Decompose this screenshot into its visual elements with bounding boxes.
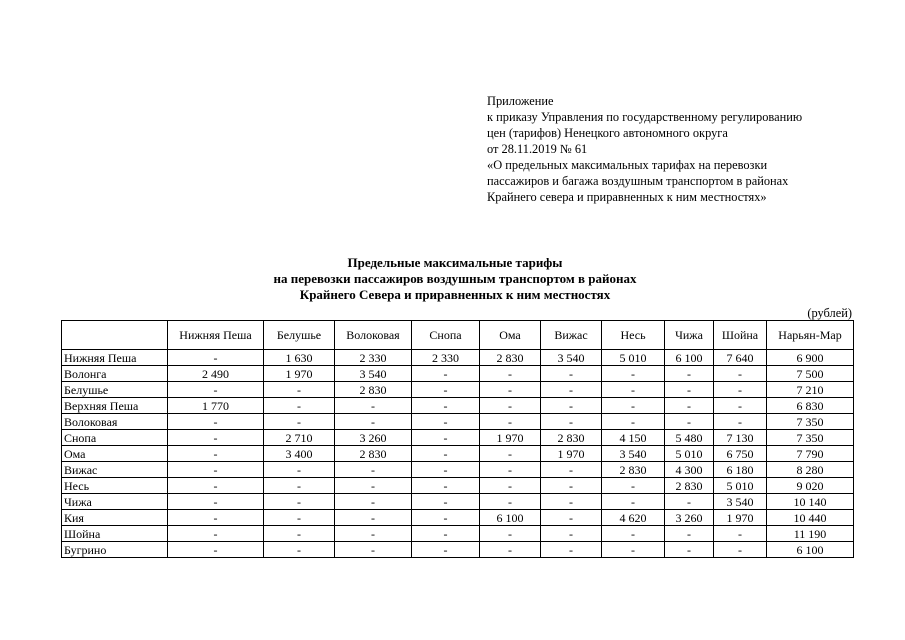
tariff-cell: -	[168, 414, 264, 430]
tariff-cell: -	[480, 366, 541, 382]
tariff-cell: 2 830	[541, 430, 602, 446]
tariff-table	[61, 320, 854, 558]
column-header: Шойна	[714, 321, 767, 350]
unit-label: (рублей)	[807, 306, 852, 320]
tariff-cell: -	[412, 446, 480, 462]
tariff-cell: -	[264, 414, 335, 430]
tariff-cell: 5 010	[602, 350, 665, 366]
tariff-cell: -	[168, 446, 264, 462]
tariff-cell: -	[714, 398, 767, 414]
tariff-cell: -	[541, 510, 602, 526]
tariff-cell: -	[412, 542, 480, 558]
tariff-cell: -	[412, 494, 480, 510]
tariff-cell: 2 830	[602, 462, 665, 478]
tariff-cell: -	[541, 382, 602, 398]
row-origin-cell: Снопа	[62, 430, 168, 446]
tariff-cell: -	[412, 462, 480, 478]
title-line: Предельные максимальные тарифы	[347, 255, 563, 270]
tariff-cell: -	[335, 414, 412, 430]
title-line: Крайнего Севера и приравненных к ним местностях	[299, 287, 611, 303]
tariff-cell: -	[714, 366, 767, 382]
tariff-cell: -	[602, 478, 665, 494]
table-row	[62, 414, 854, 430]
tariff-cell: 2 830	[335, 382, 412, 398]
tariff-cell: -	[665, 414, 714, 430]
row-origin-cell: Чижа	[62, 494, 168, 510]
tariff-cell: -	[665, 542, 714, 558]
appendix-line: «О предельных максимальных тарифах на перевозки	[487, 158, 768, 172]
tariff-cell: -	[714, 526, 767, 542]
tariff-cell: -	[602, 382, 665, 398]
tariff-cell: 4 620	[602, 510, 665, 526]
tariff-cell: 9 020	[767, 478, 854, 494]
row-origin-cell: Бугрино	[62, 542, 168, 558]
tariff-cell: -	[480, 526, 541, 542]
column-header: Ома	[480, 321, 541, 350]
tariff-cell: -	[665, 494, 714, 510]
tariff-cell: -	[480, 446, 541, 462]
tariff-cell: -	[168, 350, 264, 366]
tariff-cell: -	[480, 414, 541, 430]
tariff-cell: -	[541, 366, 602, 382]
tariff-cell: -	[541, 542, 602, 558]
table-row	[62, 494, 854, 510]
tariff-cell: 6 100	[665, 350, 714, 366]
tariff-cell: 3 540	[335, 366, 412, 382]
tariff-cell: -	[480, 478, 541, 494]
tariff-cell: -	[168, 494, 264, 510]
table-row	[62, 446, 854, 462]
table-row	[62, 526, 854, 542]
tariff-cell: -	[412, 366, 480, 382]
tariff-cell: -	[264, 382, 335, 398]
column-header: Нарьян-Мар	[767, 321, 854, 350]
tariff-cell: -	[665, 398, 714, 414]
tariff-cell: -	[168, 462, 264, 478]
tariff-cell: -	[665, 382, 714, 398]
tariff-cell: 6 750	[714, 446, 767, 462]
tariff-cell: 2 830	[335, 446, 412, 462]
column-header: Волоковая	[335, 321, 412, 350]
tariff-cell: 7 210	[767, 382, 854, 398]
appendix-line: Крайнего севера и приравненных к ним местностях»	[487, 190, 767, 204]
tariff-cell: 7 500	[767, 366, 854, 382]
tariff-cell: 3 540	[602, 446, 665, 462]
appendix-line: Приложение	[487, 94, 554, 108]
tariff-cell: -	[541, 494, 602, 510]
tariff-cell: 3 400	[264, 446, 335, 462]
row-origin-cell: Кия	[62, 510, 168, 526]
tariff-cell: 11 190	[767, 526, 854, 542]
tariff-cell: -	[168, 382, 264, 398]
tariff-cell: -	[412, 430, 480, 446]
row-origin-cell: Нижняя Пеша	[62, 350, 168, 366]
tariff-cell: 10 140	[767, 494, 854, 510]
tariff-cell: 3 540	[541, 350, 602, 366]
tariff-cell: -	[602, 494, 665, 510]
tariff-cell: -	[335, 478, 412, 494]
tariff-cell: 2 490	[168, 366, 264, 382]
tariff-cell: 5 480	[665, 430, 714, 446]
column-header: Снопа	[412, 321, 480, 350]
tariff-cell: -	[168, 542, 264, 558]
tariff-cell: -	[335, 398, 412, 414]
column-header: Вижас	[541, 321, 602, 350]
tariff-cell: -	[412, 510, 480, 526]
tariff-cell: 2 710	[264, 430, 335, 446]
tariff-cell: 3 540	[714, 494, 767, 510]
table-row	[62, 430, 854, 446]
tariff-cell: -	[665, 366, 714, 382]
tariff-cell: -	[602, 398, 665, 414]
tariff-cell: -	[541, 478, 602, 494]
appendix-line: цен (тарифов) Ненецкого автономного округа	[487, 126, 728, 140]
tariff-cell: 1 770	[168, 398, 264, 414]
tariff-cell: 2 830	[665, 478, 714, 494]
row-origin-cell: Шойна	[62, 526, 168, 542]
row-origin-cell: Верхняя Пеша	[62, 398, 168, 414]
tariff-cell: 6 100	[767, 542, 854, 558]
row-origin-cell: Вижас	[62, 462, 168, 478]
tariff-cell: -	[335, 542, 412, 558]
appendix-line: к приказу Управления по государственному регулированию	[487, 110, 803, 124]
appendix-line: пассажиров и багажа воздушным транспортом в районах	[487, 174, 789, 188]
tariff-cell: 10 440	[767, 510, 854, 526]
title-line: на перевозки пассажиров воздушным транспортом в районах	[273, 271, 637, 287]
row-origin-cell: Белушье	[62, 382, 168, 398]
tariff-cell: -	[412, 526, 480, 542]
tariff-cell: 4 300	[665, 462, 714, 478]
column-header: Несь	[602, 321, 665, 350]
tariff-cell: -	[480, 398, 541, 414]
tariff-cell: 7 640	[714, 350, 767, 366]
tariff-cell: -	[541, 526, 602, 542]
table-row	[62, 382, 854, 398]
corner-cell	[62, 321, 168, 350]
column-header: Нижняя Пеша	[168, 321, 264, 350]
tariff-cell: 2 330	[335, 350, 412, 366]
table-body	[62, 350, 854, 558]
table-row	[62, 398, 854, 414]
tariff-cell: -	[412, 398, 480, 414]
tariff-cell: -	[714, 414, 767, 430]
tariff-cell: 8 280	[767, 462, 854, 478]
tariff-cell: 1 970	[714, 510, 767, 526]
tariff-cell: -	[335, 526, 412, 542]
tariff-cell: 2 830	[480, 350, 541, 366]
tariff-cell: 7 350	[767, 414, 854, 430]
appendix-block	[487, 93, 887, 205]
table-row	[62, 478, 854, 494]
tariff-cell: 6 180	[714, 462, 767, 478]
tariff-cell: 7 350	[767, 430, 854, 446]
tariff-cell: 7 130	[714, 430, 767, 446]
tariff-cell: 3 260	[335, 430, 412, 446]
tariff-cell: -	[168, 526, 264, 542]
tariff-cell: 6 100	[480, 510, 541, 526]
tariff-cell: -	[168, 430, 264, 446]
tariff-cell: 5 010	[714, 478, 767, 494]
tariff-cell: -	[602, 414, 665, 430]
tariff-cell: -	[714, 382, 767, 398]
tariff-cell: 3 260	[665, 510, 714, 526]
tariff-cell: -	[480, 462, 541, 478]
table-row	[62, 510, 854, 526]
tariff-cell: 1 970	[541, 446, 602, 462]
document-title	[150, 255, 760, 304]
tariff-cell: -	[665, 526, 714, 542]
tariff-cell: -	[264, 542, 335, 558]
tariff-cell: -	[264, 510, 335, 526]
row-origin-cell: Ома	[62, 446, 168, 462]
tariff-cell: -	[264, 398, 335, 414]
tariff-cell: -	[168, 478, 264, 494]
appendix-line: от 28.11.2019 № 61	[487, 142, 588, 156]
tariff-cell: 1 630	[264, 350, 335, 366]
tariff-cell: -	[335, 462, 412, 478]
row-origin-cell: Несь	[62, 478, 168, 494]
tariff-cell: -	[541, 398, 602, 414]
tariff-cell: 5 010	[665, 446, 714, 462]
tariff-cell: -	[412, 382, 480, 398]
tariff-cell: -	[480, 542, 541, 558]
tariff-cell: 6 830	[767, 398, 854, 414]
table-row	[62, 350, 854, 366]
tariff-cell: -	[264, 478, 335, 494]
row-origin-cell: Волоковая	[62, 414, 168, 430]
table-row	[62, 366, 854, 382]
tariff-cell: -	[541, 462, 602, 478]
tariff-cell: -	[412, 414, 480, 430]
tariff-cell: -	[480, 494, 541, 510]
tariff-cell: -	[602, 542, 665, 558]
tariff-cell: -	[335, 494, 412, 510]
table-header-row	[62, 321, 854, 350]
tariff-cell: 2 330	[412, 350, 480, 366]
tariff-cell: 1 970	[264, 366, 335, 382]
tariff-cell: -	[480, 382, 541, 398]
tariff-cell: -	[412, 478, 480, 494]
column-header: Чижа	[665, 321, 714, 350]
tariff-cell: -	[264, 494, 335, 510]
tariff-cell: -	[541, 414, 602, 430]
tariff-cell: -	[168, 510, 264, 526]
column-header: Белушье	[264, 321, 335, 350]
row-origin-cell: Волонга	[62, 366, 168, 382]
tariff-cell: -	[714, 542, 767, 558]
tariff-cell: 7 790	[767, 446, 854, 462]
tariff-cell: 4 150	[602, 430, 665, 446]
tariff-cell: -	[335, 510, 412, 526]
tariff-cell: -	[264, 526, 335, 542]
table-row	[62, 462, 854, 478]
tariff-cell: -	[602, 366, 665, 382]
tariff-cell: -	[264, 462, 335, 478]
table-row	[62, 542, 854, 558]
tariff-cell: 6 900	[767, 350, 854, 366]
tariff-cell: 1 970	[480, 430, 541, 446]
tariff-cell: -	[602, 526, 665, 542]
